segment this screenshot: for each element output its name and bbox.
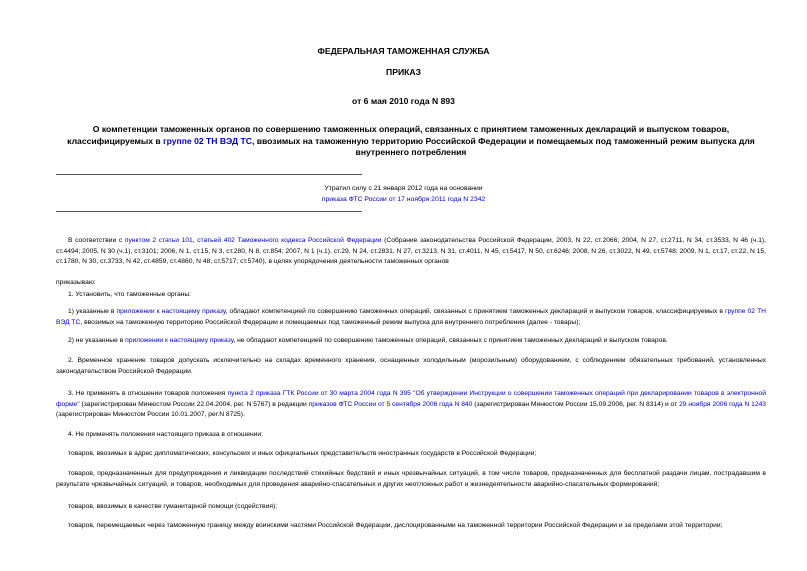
- paragraph-preamble: [56, 236, 766, 268]
- item-1-1-text-1: 1) указанные в: [68, 308, 117, 315]
- paragraph-item-3: [56, 389, 766, 421]
- paragraph-diplomatic: товаров, ввозимых в адрес дипломатических, консульских и иных официальных представительств иностранных государств в Российской Федерации;: [68, 450, 537, 457]
- document-type: ПРИКАЗ: [386, 67, 421, 77]
- title-link-group-02[interactable]: группе 02 ТН ВЭД ТС: [163, 135, 252, 146]
- paragraph-item-1: 1. Установить, что таможенные органы:: [68, 291, 192, 298]
- link-article-402[interactable]: статьей 402 Таможенного кодекса Российской Федерации: [197, 237, 382, 244]
- status-note-link-line: [0, 194, 807, 205]
- paragraph-military: товаров, перемещаемых через таможенную границу между воинскими частями Российской Федерации, дислоцированными на таможенной территории Российской Федерации и за пределами этой территории;: [68, 522, 723, 529]
- preamble-text-3: (Собрание законодательства Российской Федерации, 2003, N 22, ст.2066; 2004, N 27, ст.2711, N 34, ст.3533, N 46 (ч.1), ст.4494; 2005, N 30 (ч.1), ст.3101; 2006, N 1, ст.15, N 3, ст.280, N 8, ст.854; 2007, N 1 (ч.1), ст.29, N 24, ст.2831, N 27, ст.3213, N 31, ст.4011, N 45, ст.5417, N 50, ст.6246; 2008, N 26, ст.3022, N 49, ст.5748; 2009, N 1, ст.17, ст.22, N 15, ст.1780, N 30, ст.3733, N 42, ст.4859, ст.4860, N 48, ст.5717; ст.5740), в целях упорядочения деятельности таможенных органов: [56, 237, 767, 266]
- preamble-text-1: В соответствии с: [68, 237, 125, 244]
- link-appendix-2[interactable]: приложении к настоящему приказу: [125, 337, 234, 344]
- paragraph-emergency: товаров, предназначенных для предупреждения и ликвидации последствий стихийных бедствий и иных чрезвычайных ситуаций, в том числе товаров, предназначенных для бесплатной раздачи лицам, пострадавшим в результате чрезвычайных ситуаций, и товаров, необходимых для проведения аварийно-спасательных и других неотложных работ и жизнедеятельности аварийно-спасательных формирований;: [56, 470, 766, 488]
- paragraph-item-1-1: [56, 307, 766, 328]
- item-1-2-text-2: , не обладают компетенцией по совершению таможенных операций, связанных с принятием таможенных деклараций и выпуском товаров.: [233, 337, 668, 344]
- title-text-1: О компетенции таможенных органов по совершению таможенных операций, связанных с принятием таможенных деклараций и выпуском товаров, классифицируемых в: [67, 124, 730, 146]
- item-3-text-3: (зарегистрирован Минюстом России 15.09.2006, рег. N 8314) и от: [472, 400, 680, 408]
- link-article-101[interactable]: пунктом 2 статьи 101: [124, 237, 193, 244]
- divider-top: [56, 174, 362, 175]
- paragraph-item-4: 4. Не применять положения настоящего приказа в отношении:: [68, 431, 263, 438]
- organization-name: ФЕДЕРАЛЬНАЯ ТАМОЖЕННАЯ СЛУЖБА: [317, 46, 490, 56]
- status-note-text: Утратил силу с 21 января 2012 года на основании: [324, 185, 483, 192]
- paragraph-humanitarian: товаров, ввозимых в качестве гуманитарной помощи (содействия);: [68, 503, 278, 510]
- paragraph-order: приказываю:: [56, 279, 96, 286]
- item-3-text-4: (зарегистрирован Минюстом России 10.01.2007, рег.N 8725).: [56, 411, 245, 419]
- item-3-text-1: 3. Не применять в отношении товаров положения: [68, 390, 228, 397]
- document-date-number: от 6 мая 2010 года N 893: [352, 96, 455, 106]
- link-gtk-order-395[interactable]: пункта 2 приказа ГТК России от 30 марта 2004 года N 395 "Об утверждении Инструкции о совершении таможенных операций при декларировании товаров в электронной форме": [56, 390, 766, 408]
- preamble-text-2: ,: [192, 237, 198, 244]
- paragraph-item-1-2: [56, 336, 766, 347]
- link-order-1243[interactable]: 29 ноября 2006 года N 1243: [679, 400, 767, 408]
- divider-bottom: [56, 211, 362, 212]
- link-appendix[interactable]: приложении к настоящему приказу: [116, 308, 226, 315]
- item-1-2-text-1: 2) не указанные в: [68, 337, 126, 344]
- status-note-link[interactable]: приказа ФТС России от 17 ноября 2011 года N 2342: [321, 196, 486, 203]
- item-3-text-2: (зарегистрирован Минюстом России 22.04.2004, рег. N 5767) в редакции: [79, 400, 309, 408]
- item-1-1-text-3: , ввозимых на таможенную территорию Российской Федерации и помещаемых под таможенный режим выпуска для внутреннего потребления (далее - товары);: [80, 318, 581, 326]
- document-title: [56, 124, 766, 159]
- title-text-2: , ввозимых на таможенную территорию Российской Федерации и помещаемых под таможенный режим выпуска для внутреннего потребления: [251, 135, 755, 157]
- link-group-02[interactable]: группе 02 ТН ВЭД ТС: [56, 308, 766, 326]
- link-fts-order-840[interactable]: приказов ФТС России от 5 сентября 2006 года N 840: [308, 400, 473, 408]
- paragraph-item-2: 2. Временное хранение товаров допускать исключительно на складах временного хранения, оснащенных холодильным (морозильным) оборудованием, с соблюдением обязательных требований, установленных законодательством Российской Федерации.: [56, 357, 766, 375]
- item-1-1-text-2: , обладают компетенцией по совершению таможенных операций, связанных с принятием таможенных деклараций и выпуском товаров, классифицируемых в: [225, 308, 726, 315]
